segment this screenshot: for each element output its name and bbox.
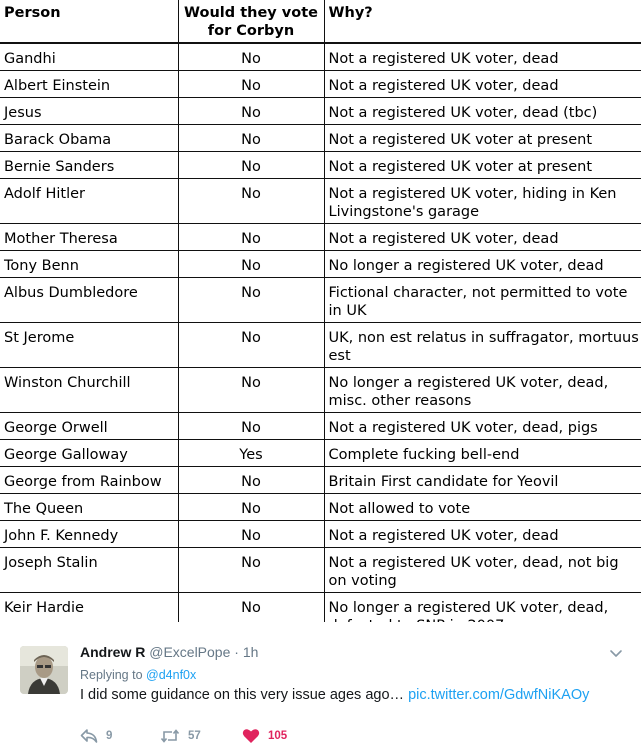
person-cell: Gandhi — [0, 43, 178, 71]
reason-cell: No longer a registered UK voter, dead, — [328, 600, 609, 616]
table-row — [0, 251, 641, 278]
person-cell: Joseph Stalin — [0, 548, 178, 593]
table-row — [0, 98, 641, 125]
reply-count: 9 — [106, 730, 113, 742]
tweet-body: I did some guidance on this very issue ages ago… — [80, 687, 405, 703]
person-cell: Winston Churchill — [0, 368, 178, 413]
person-cell: Albus Dumbledore — [0, 278, 178, 323]
replying-to-mention[interactable]: @d4nf0x — [146, 668, 197, 682]
person-cell: Barack Obama — [0, 125, 178, 152]
chevron-down-icon[interactable] — [609, 646, 623, 660]
reason-cell: Britain First candidate for Yeovil — [324, 467, 641, 494]
reason-cell: Not a registered UK voter, hiding in Ken Livingstone's garage — [324, 179, 641, 224]
vote-cell: No — [178, 413, 324, 440]
header-vote-line2: for Corbyn — [207, 23, 295, 39]
like-button[interactable] — [242, 728, 287, 744]
tweet-link[interactable]: pic.twitter.com/GdwfNiKAOy — [408, 687, 590, 703]
header-why: Why? — [324, 0, 641, 43]
retweet-icon — [160, 728, 180, 744]
reason-cell: Not a registered UK voter, dead, pigs — [324, 413, 641, 440]
vote-cell: No — [178, 467, 324, 494]
person-cell: The Queen — [0, 494, 178, 521]
reason-cell: Not a registered UK voter at present — [324, 152, 641, 179]
reason-cell: Not a registered UK voter, dead — [324, 43, 641, 71]
person-cell: Jesus — [0, 98, 178, 125]
vote-cell: No — [178, 494, 324, 521]
person-cell: Bernie Sanders — [0, 152, 178, 179]
table-row — [0, 71, 641, 98]
vote-cell: No — [178, 251, 324, 278]
person-cell: Tony Benn — [0, 251, 178, 278]
author-handle[interactable]: @ExcelPope — [149, 644, 231, 660]
reason-cell: Not a registered UK voter, dead, not big on voting — [324, 548, 641, 593]
vote-cell: No — [178, 368, 324, 413]
retweet-count: 57 — [188, 730, 201, 742]
table-row — [0, 179, 641, 224]
reason-cell: Not a registered UK voter, dead — [324, 521, 641, 548]
header-person: Person — [0, 0, 178, 43]
table-row — [0, 224, 641, 251]
person-cell: Albert Einstein — [0, 71, 178, 98]
person-cell: Adolf Hitler — [0, 179, 178, 224]
reply-button[interactable] — [80, 728, 112, 744]
table-row — [0, 368, 641, 413]
vote-cell: No — [178, 323, 324, 368]
reason-cell: Not a registered UK voter, dead — [324, 71, 641, 98]
vote-cell: No — [178, 152, 324, 179]
vote-cell: No — [178, 278, 324, 323]
tweet[interactable] — [0, 622, 641, 756]
replying-to-line — [80, 668, 196, 682]
replying-prefix: Replying to — [80, 668, 143, 682]
table-row — [0, 413, 641, 440]
tweet-time[interactable]: 1h — [242, 644, 259, 660]
reason-cell: Not a registered UK voter at present — [324, 125, 641, 152]
person-cell: George from Rainbow — [0, 467, 178, 494]
table-row — [0, 43, 641, 71]
reason-cell: No longer a registered UK voter, dead — [324, 251, 641, 278]
person-cell: George Orwell — [0, 413, 178, 440]
person-cell: Keir Hardie — [0, 593, 178, 638]
person-cell: Mother Theresa — [0, 224, 178, 251]
reason-cell: Fictional character, not permitted to vote in UK — [324, 278, 641, 323]
vote-cell: No — [178, 224, 324, 251]
header-vote-line1: Would they vote — [184, 5, 318, 21]
vote-cell: No — [178, 548, 324, 593]
table-row — [0, 548, 641, 593]
reason-cell: Complete fucking bell-end — [324, 440, 641, 467]
reply-icon — [80, 728, 98, 744]
tweet-text — [80, 687, 589, 703]
table-row — [0, 494, 641, 521]
tweet-header — [80, 644, 258, 660]
reason-cell: UK, non est relatus in suffragator, mortuus est — [324, 323, 641, 368]
header-separator: · — [234, 644, 239, 660]
avatar-image — [20, 646, 68, 694]
table-row — [0, 440, 641, 467]
vote-cell: No — [178, 179, 324, 224]
person-cell: St Jerome — [0, 323, 178, 368]
header-vote — [178, 0, 324, 43]
vote-cell: No — [178, 98, 324, 125]
reason-cell: Not a registered UK voter, dead — [324, 224, 641, 251]
table-row — [0, 467, 641, 494]
vote-cell: No — [178, 593, 324, 638]
table-row — [0, 521, 641, 548]
table-row — [0, 323, 641, 368]
header-row — [0, 0, 641, 43]
table-row — [0, 152, 641, 179]
avatar[interactable] — [20, 646, 68, 694]
author-name[interactable]: Andrew R — [80, 644, 146, 660]
table-row — [0, 278, 641, 323]
reason-cell: Not allowed to vote — [324, 494, 641, 521]
reason-cell: No longer a registered UK voter, dead, misc. other reasons — [324, 368, 641, 413]
vote-cell: No — [178, 125, 324, 152]
vote-cell: Yes — [178, 440, 324, 467]
vote-cell: No — [178, 71, 324, 98]
person-cell: John F. Kennedy — [0, 521, 178, 548]
person-cell: George Galloway — [0, 440, 178, 467]
reason-cell: Not a registered UK voter, dead (tbc) — [324, 98, 641, 125]
table-row — [0, 125, 641, 152]
vote-cell: No — [178, 521, 324, 548]
heart-icon — [242, 728, 260, 744]
like-count: 105 — [268, 730, 288, 742]
retweet-button[interactable] — [160, 728, 201, 744]
vote-cell: No — [178, 43, 324, 71]
